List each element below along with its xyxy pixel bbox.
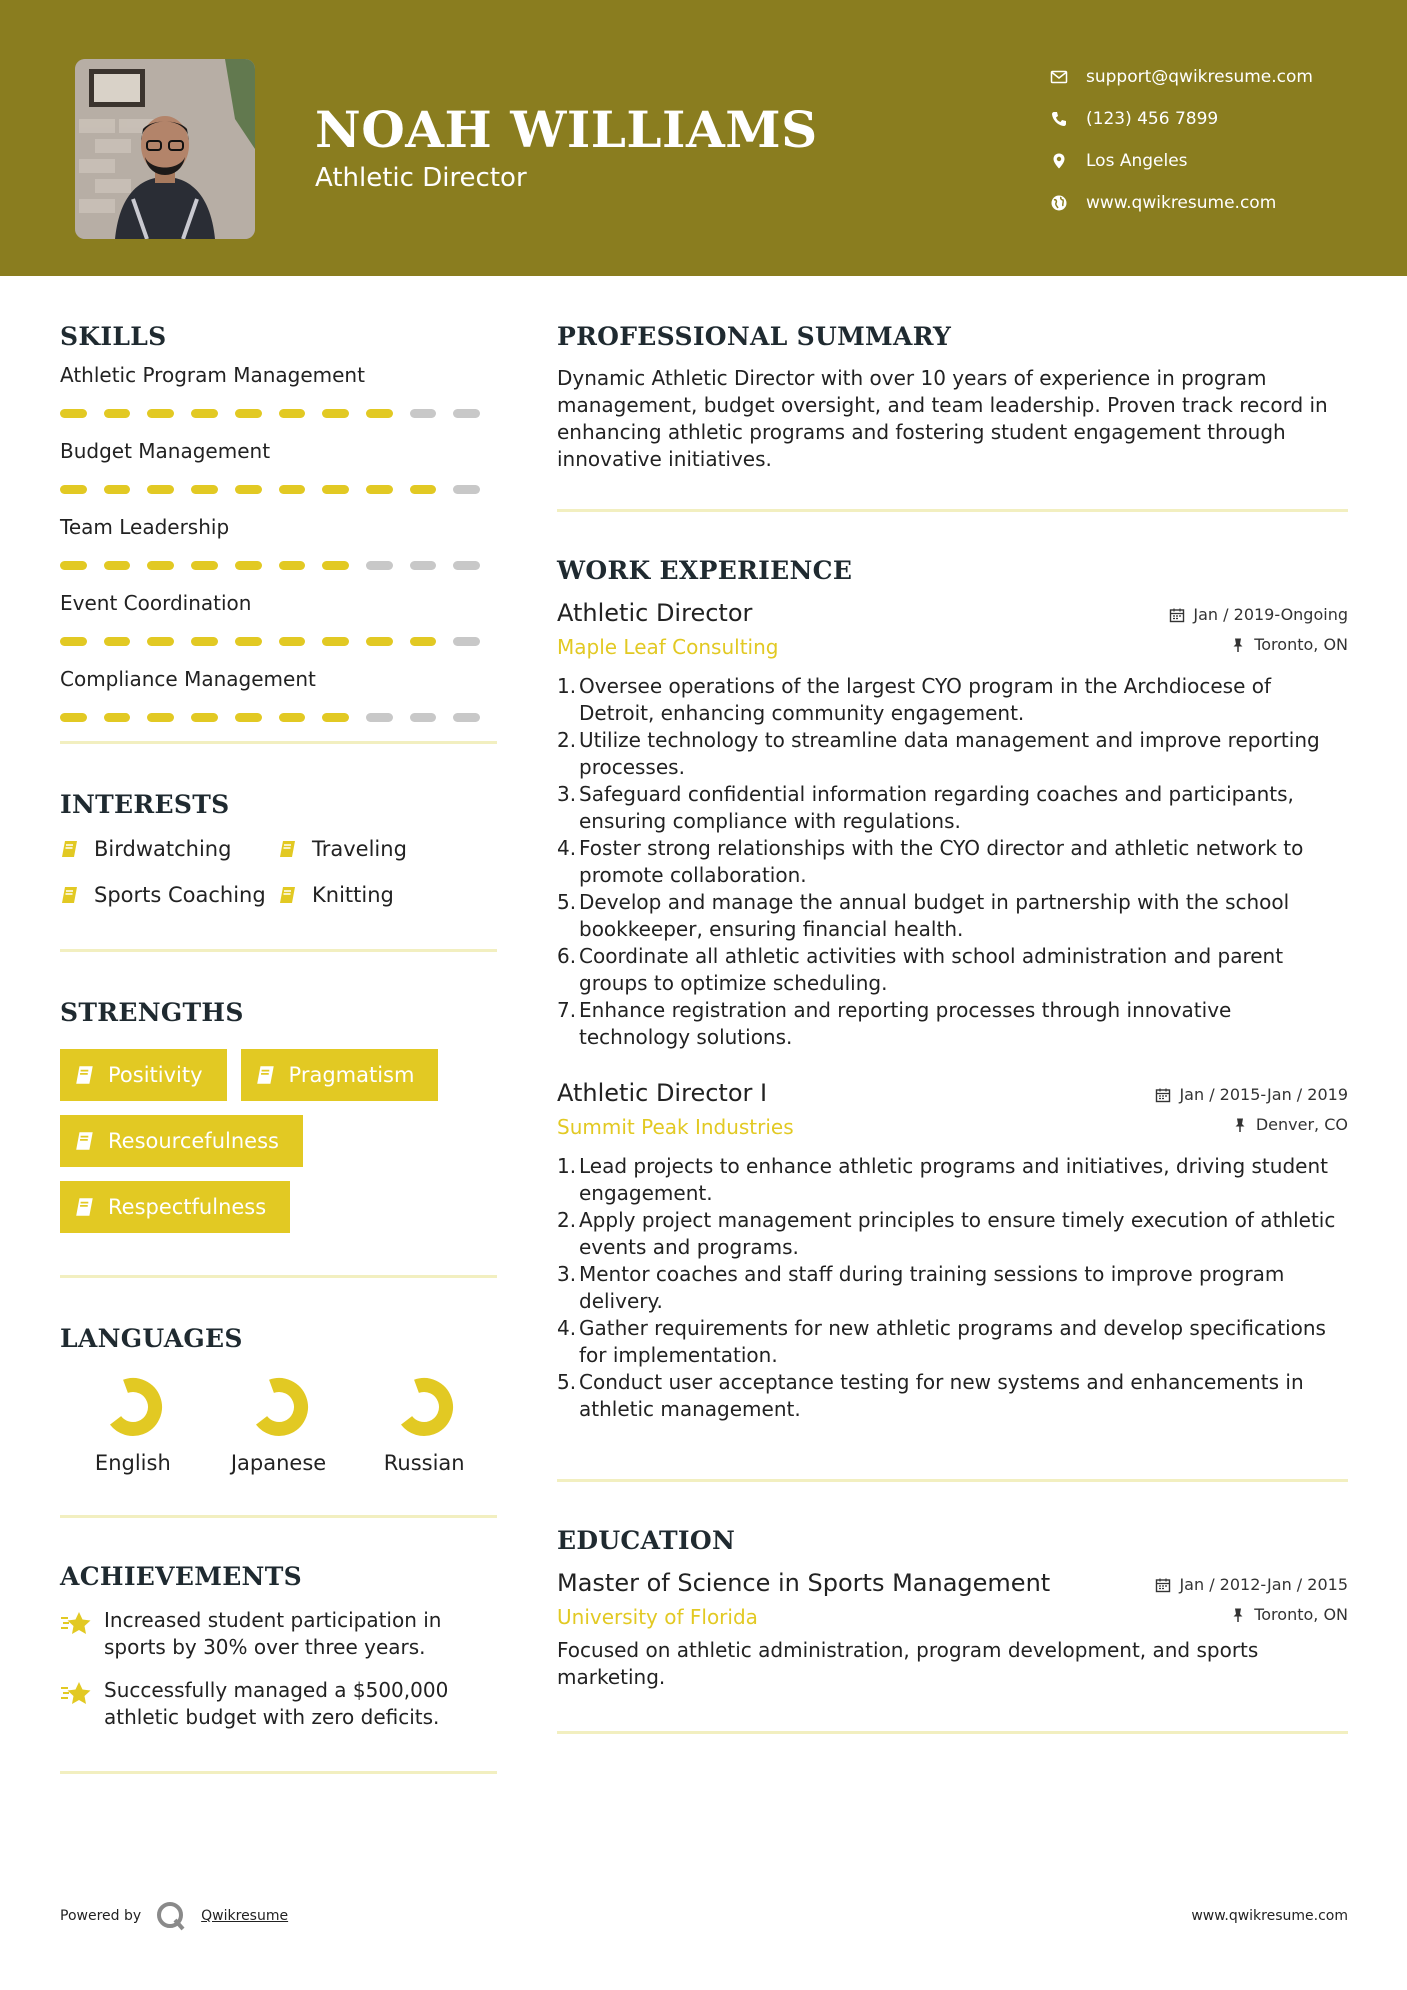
pushpin-icon: [1230, 1607, 1246, 1623]
skill-dot-filled: [147, 713, 174, 722]
contact-phone-text: (123) 456 7899: [1086, 109, 1219, 129]
strength-tag: [241, 1049, 439, 1101]
skill-dot-filled: [410, 485, 437, 494]
job-dates-text: Jan / 2019-Ongoing: [1193, 605, 1348, 624]
languages-list: [60, 1375, 497, 1475]
skill-item: [60, 665, 497, 731]
book-icon: [74, 1064, 96, 1086]
skill-dot-filled: [279, 713, 306, 722]
languages-heading: LANGUAGES: [60, 1324, 243, 1353]
skill-dot-filled: [235, 713, 262, 722]
language-name: Japanese: [230, 1451, 327, 1475]
skill-dot-empty: [453, 485, 480, 494]
job-company: Summit Peak Industries: [557, 1115, 794, 1139]
education-heading: EDUCATION: [557, 1526, 736, 1555]
phone-icon: [1050, 110, 1068, 128]
skill-dot-filled: [147, 485, 174, 494]
job-bullet: 2. Apply project management principles to ensure timely execution of athletic events and programs.: [557, 1208, 1336, 1259]
skill-dot-filled: [104, 637, 131, 646]
skill-dot-filled: [366, 485, 393, 494]
skill-dot-filled: [191, 637, 218, 646]
section-divider: [60, 949, 497, 952]
strength-label: Resourcefulness: [108, 1129, 279, 1153]
job-dates: [1169, 605, 1348, 624]
achievement-text: Successfully managed a $500,000 athletic budget with zero deficits.: [104, 1678, 449, 1729]
book-icon: [74, 1196, 96, 1218]
job-header: [557, 599, 1348, 627]
qwikresume-logo-icon: [155, 1900, 187, 1932]
skill-item: [60, 513, 497, 579]
job-bullet: 1. Oversee operations of the largest CYO program in the Archdiocese of Detroit, enhancing community engagement.: [557, 674, 1272, 725]
education-description: Focused on athletic administration, program development, and sports marketing.: [557, 1638, 1259, 1689]
skill-level-meter: [60, 627, 497, 655]
skill-dot-filled: [191, 485, 218, 494]
section-divider: [60, 741, 497, 744]
skill-dot-filled: [147, 409, 174, 418]
language-item: [206, 1375, 352, 1475]
skill-dot-empty: [453, 713, 480, 722]
footer-website[interactable]: www.qwikresume.com: [1191, 1908, 1348, 1924]
skill-dot-filled: [191, 409, 218, 418]
strength-label: Pragmatism: [288, 1063, 415, 1087]
skill-dot-filled: [366, 637, 393, 646]
interest-item: [278, 879, 478, 911]
job-subheader: [557, 1115, 1348, 1139]
interest-item: [60, 833, 278, 865]
language-item: [351, 1375, 497, 1475]
experience-heading: WORK EXPERIENCE: [557, 556, 853, 585]
skill-dot-filled: [235, 637, 262, 646]
calendar-icon: [1155, 1577, 1171, 1593]
book-icon: [278, 839, 298, 859]
skill-dot-filled: [147, 561, 174, 570]
pushpin-icon: [1230, 637, 1246, 653]
job-bullet: 2. Utilize technology to streamline data management and improve reporting processes.: [557, 728, 1320, 779]
skill-dot-filled: [322, 409, 349, 418]
skill-dot-empty: [366, 713, 393, 722]
job-bullet: 3. Safeguard confidential information regarding coaches and participants, ensuring compliance with regulations.: [557, 782, 1294, 833]
job-dates-text: Jan / 2015-Jan / 2019: [1179, 1085, 1348, 1104]
envelope-icon: [1050, 68, 1068, 86]
contact-location-text: Los Angeles: [1086, 151, 1188, 171]
skill-dot-filled: [147, 637, 174, 646]
summary-text: Dynamic Athletic Director with over 10 years of experience in program management, budget oversight, and team leadership. Proven track record in enhancing athletic programs and fostering student engagement through innovative initiatives.: [557, 366, 1328, 471]
job-company: Maple Leaf Consulting: [557, 635, 779, 659]
book-icon: [278, 885, 298, 905]
section-divider: [557, 1731, 1348, 1734]
candidate-name: NOAH WILLIAMS: [315, 100, 818, 159]
strength-label: Respectfulness: [108, 1195, 267, 1219]
skill-dot-filled: [104, 485, 131, 494]
job-entry: [557, 1079, 1348, 1423]
education-location-text: Toronto, ON: [1254, 1605, 1348, 1624]
skill-dot-filled: [191, 713, 218, 722]
education-subheader: [557, 1605, 1348, 1629]
skill-level-meter: [60, 551, 497, 579]
skill-dot-empty: [410, 713, 437, 722]
section-divider: [60, 1275, 497, 1278]
skill-dot-filled: [104, 561, 131, 570]
education-school: University of Florida: [557, 1605, 758, 1629]
language-item: [60, 1375, 206, 1475]
summary-heading: PROFESSIONAL SUMMARY: [557, 322, 952, 351]
skill-dot-filled: [104, 713, 131, 722]
book-icon: [255, 1064, 277, 1086]
calendar-icon: [1155, 1087, 1171, 1103]
skill-dot-filled: [279, 561, 306, 570]
strength-label: Positivity: [108, 1063, 203, 1087]
interest-item: [60, 879, 278, 911]
section-divider: [557, 1479, 1348, 1482]
powered-by-text: Powered by: [60, 1908, 142, 1924]
language-level-ring: [247, 1375, 311, 1439]
job-location-text: Denver, CO: [1255, 1115, 1348, 1134]
job-bullet: 4. Gather requirements for new athletic programs and develop specifications for implementation.: [557, 1316, 1326, 1367]
job-bullets: [557, 673, 1348, 1051]
skill-dot-filled: [322, 713, 349, 722]
skill-dot-empty: [366, 561, 393, 570]
contact-block: [1050, 56, 1313, 224]
skill-level-meter: [60, 703, 497, 731]
skill-level-meter: [60, 475, 497, 503]
job-location-text: Toronto, ON: [1254, 635, 1348, 654]
skill-dot-filled: [366, 409, 393, 418]
skill-name: Team Leadership: [60, 515, 230, 539]
contact-website-text: www.qwikresume.com: [1086, 193, 1277, 213]
strength-tag: [60, 1181, 290, 1233]
job-entry: [557, 599, 1348, 1051]
language-level-ring: [392, 1375, 456, 1439]
achievement-text: Increased student participation in sports by 30% over three years.: [104, 1608, 442, 1659]
job-bullet: 5. Develop and manage the annual budget in partnership with the school bookkeeper, ensuring financial health.: [557, 890, 1290, 941]
job-bullet: 7. Enhance registration and reporting processes through innovative technology solutions.: [557, 998, 1232, 1049]
calendar-icon: [1169, 607, 1185, 623]
job-bullets: [557, 1153, 1348, 1423]
job-bullet: 1. Lead projects to enhance athletic programs and initiatives, driving student engagement.: [557, 1154, 1328, 1205]
skill-name: Athletic Program Management: [60, 363, 365, 387]
skill-dot-filled: [60, 409, 87, 418]
job-bullet: 4. Foster strong relationships with the CYO director and athletic network to promote collaboration.: [557, 836, 1304, 887]
skill-dot-filled: [410, 637, 437, 646]
strength-tag: [60, 1049, 227, 1101]
skill-dot-filled: [322, 561, 349, 570]
contact-website[interactable]: [1050, 182, 1313, 224]
star-icon: [60, 1609, 92, 1639]
interest-label: Traveling: [312, 837, 407, 861]
job-dates: [1155, 1085, 1348, 1104]
job-bullet: 3. Mentor coaches and staff during training sessions to improve program delivery.: [557, 1262, 1285, 1313]
interest-label: Birdwatching: [94, 837, 232, 861]
education-entry: [557, 1569, 1348, 1691]
skill-dot-filled: [279, 485, 306, 494]
job-title: Athletic Director I: [557, 1079, 768, 1107]
skill-dot-filled: [235, 485, 262, 494]
skill-dot-filled: [322, 485, 349, 494]
contact-phone: [1050, 98, 1313, 140]
skill-dot-empty: [453, 637, 480, 646]
skill-dot-filled: [235, 561, 262, 570]
strengths-heading: STRENGTHS: [60, 998, 244, 1027]
skill-dot-filled: [235, 409, 262, 418]
book-icon: [74, 1130, 96, 1152]
skill-dot-filled: [322, 637, 349, 646]
skill-dot-filled: [279, 409, 306, 418]
skill-dot-filled: [60, 561, 87, 570]
candidate-title: Athletic Director: [315, 163, 527, 193]
education-location: [1230, 1605, 1348, 1624]
map-pin-icon: [1050, 152, 1068, 170]
skill-dot-empty: [453, 561, 480, 570]
job-title: Athletic Director: [557, 599, 753, 627]
book-icon: [60, 839, 80, 859]
interest-label: Sports Coaching: [94, 883, 266, 907]
education-degree: Master of Science in Sports Management: [557, 1569, 1051, 1597]
education-header: [557, 1569, 1348, 1597]
language-name: English: [94, 1451, 171, 1475]
right-column: [557, 322, 1348, 1734]
job-location: [1232, 1115, 1348, 1134]
language-name: Russian: [383, 1451, 465, 1475]
skill-item: [60, 589, 497, 655]
contact-location: [1050, 140, 1313, 182]
footer-brand: [60, 1900, 288, 1932]
section-divider: [60, 1771, 497, 1774]
job-header: [557, 1079, 1348, 1107]
skill-dot-filled: [60, 485, 87, 494]
skills-list: [60, 361, 497, 731]
job-location: [1230, 635, 1348, 654]
left-column: [60, 322, 497, 1774]
profile-photo: [75, 59, 255, 239]
interests-list: [60, 833, 497, 911]
contact-email[interactable]: [1050, 56, 1313, 98]
star-icon: [60, 1679, 92, 1709]
language-level-ring: [101, 1375, 165, 1439]
skill-name: Event Coordination: [60, 591, 252, 615]
skill-item: [60, 437, 497, 503]
achievement-item: [60, 1677, 497, 1731]
section-divider: [557, 509, 1348, 512]
skill-dot-filled: [60, 637, 87, 646]
section-divider: [60, 1515, 497, 1518]
interest-label: Knitting: [312, 883, 394, 907]
education-dates: [1155, 1575, 1348, 1594]
strengths-list: [60, 1049, 497, 1247]
skill-dot-filled: [104, 409, 131, 418]
page-footer: [60, 1896, 1348, 1936]
interests-heading: INTERESTS: [60, 790, 230, 819]
job-bullet: 5. Conduct user acceptance testing for new systems and enhancements in athletic management.: [557, 1370, 1304, 1421]
pushpin-icon: [1232, 1117, 1248, 1133]
book-icon: [60, 885, 80, 905]
skill-name: Budget Management: [60, 439, 271, 463]
skill-name: Compliance Management: [60, 667, 316, 691]
job-subheader: [557, 635, 1348, 659]
skills-heading: SKILLS: [60, 322, 167, 351]
skill-dot-filled: [279, 637, 306, 646]
achievements-heading: ACHIEVEMENTS: [60, 1562, 302, 1591]
resume-header: [0, 0, 1407, 276]
skill-dot-empty: [410, 409, 437, 418]
interest-item: [278, 833, 478, 865]
skill-item: [60, 361, 497, 427]
profile-photo-illustration: [75, 59, 255, 239]
job-bullet: 6. Coordinate all athletic activities with school administration and parent groups to optimize scheduling.: [557, 944, 1284, 995]
skill-level-meter: [60, 399, 497, 427]
achievement-item: [60, 1607, 497, 1661]
skill-dot-empty: [410, 561, 437, 570]
contact-email-text: support@qwikresume.com: [1086, 67, 1313, 87]
skill-dot-filled: [60, 713, 87, 722]
skill-dot-filled: [191, 561, 218, 570]
globe-icon: [1050, 194, 1068, 212]
education-dates-text: Jan / 2012-Jan / 2015: [1179, 1575, 1348, 1594]
skill-dot-empty: [453, 409, 480, 418]
qwikresume-link[interactable]: Qwikresume: [201, 1908, 289, 1924]
strength-tag: [60, 1115, 303, 1167]
